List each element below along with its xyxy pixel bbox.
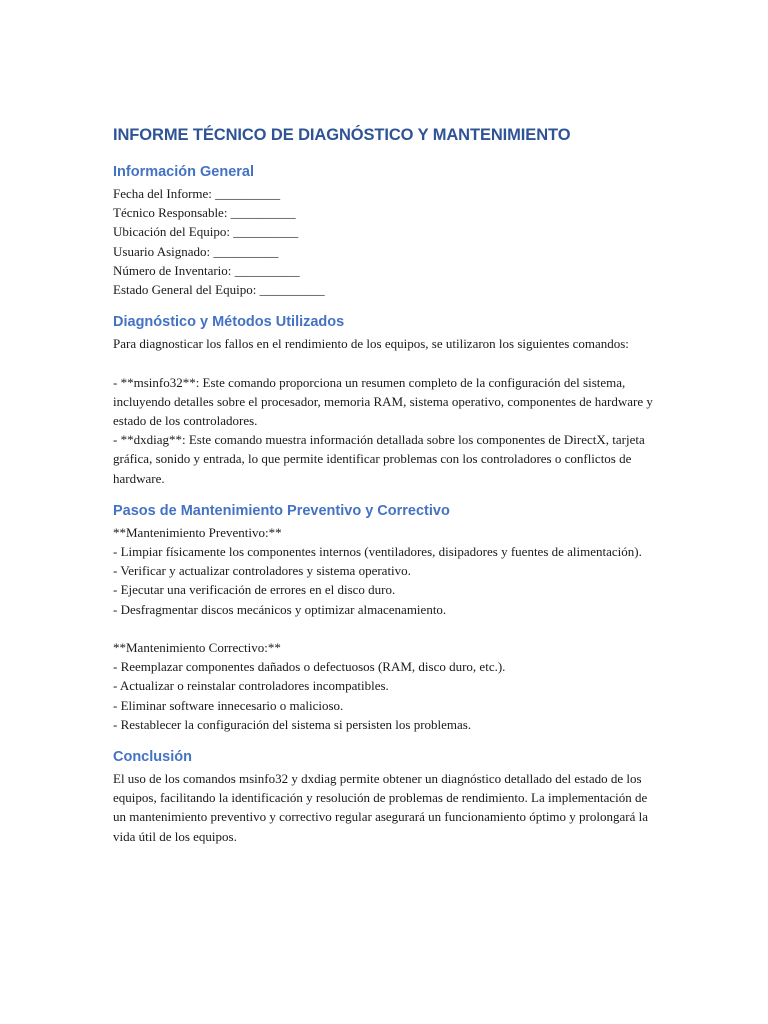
list-item-dxdiag: - **dxdiag**: Este comando muestra información detallada sobre los componentes de DirectX, tarjeta gráfica, sonido y entrada, lo que permite identificar problemas con los controladores o conflictos de hardware. [113, 432, 645, 486]
info-fields [113, 184, 653, 299]
heading-diagnostico: Diagnóstico y Métodos Utilizados [113, 314, 345, 331]
correctivo-item: - Actualizar o reinstalar controladores incompatibles. [113, 678, 389, 694]
pasos-body [113, 523, 653, 734]
field-usuario: Usuario Asignado: __________ [113, 243, 279, 259]
correctivo-item: - Restablecer la configuración del sistema si persisten los problemas. [113, 716, 472, 732]
paragraph-spacer [113, 353, 653, 372]
field-estado: Estado General del Equipo: __________ [113, 282, 325, 298]
document-body [113, 124, 653, 846]
field-inventario: Número de Inventario: __________ [113, 262, 300, 278]
preventivo-label: **Mantenimiento Preventivo:** [113, 524, 282, 540]
preventivo-item: - Verificar y actualizar controladores y sistema operativo. [113, 563, 411, 579]
correctivo-label: **Mantenimiento Correctivo:** [113, 640, 281, 656]
diagnostico-intro: Para diagnosticar los fallos en el rendimiento de los equipos, se utilizaron los siguientes comandos: [113, 336, 629, 352]
conclusion-text: El uso de los comandos msinfo32 y dxdiag permite obtener un diagnóstico detallado del estado de los equipos, facilitando la identificación y resolución de problemas de rendimiento. La implementación de un mantenimiento preventivo y correctivo regular asegurará un funcionamiento óptimo y prolongará la vida útil de los equipos. [113, 771, 648, 844]
diagnostico-body [113, 334, 653, 488]
field-fecha: Fecha del Informe: __________ [113, 186, 281, 201]
preventivo-item: - Desfragmentar discos mecánicos y optimizar almacenamiento. [113, 601, 447, 617]
preventivo-item: - Limpiar físicamente los componentes internos (ventiladores, disipadores y fuentes de alimentación). [113, 544, 642, 560]
field-tecnico: Técnico Responsable: __________ [113, 205, 296, 221]
heading-pasos-mantenimiento: Pasos de Mantenimiento Preventivo y Correctivo [113, 502, 450, 519]
list-item-msinfo32: - **msinfo32**: Este comando proporciona un resumen completo de la configuración del sistema, incluyendo detalles sobre el procesador, memoria RAM, sistema operativo, componentes de hardware y estado de los controladores. [113, 374, 653, 429]
document-title: INFORME TÉCNICO DE DIAGNÓSTICO Y MANTENIMIENTO [113, 126, 571, 144]
heading-informacion-general: Información General [113, 164, 255, 180]
preventivo-item: - Ejecutar una verificación de errores en el disco duro. [113, 582, 396, 598]
conclusion-body [113, 769, 653, 846]
correctivo-item: - Eliminar software innecesario o malicioso. [113, 697, 344, 713]
paragraph-spacer [113, 619, 653, 638]
correctivo-item: - Reemplazar componentes dañados o defectuosos (RAM, disco duro, etc.). [113, 659, 506, 675]
heading-conclusion: Conclusión [113, 749, 192, 766]
field-ubicacion: Ubicación del Equipo: __________ [113, 224, 299, 240]
